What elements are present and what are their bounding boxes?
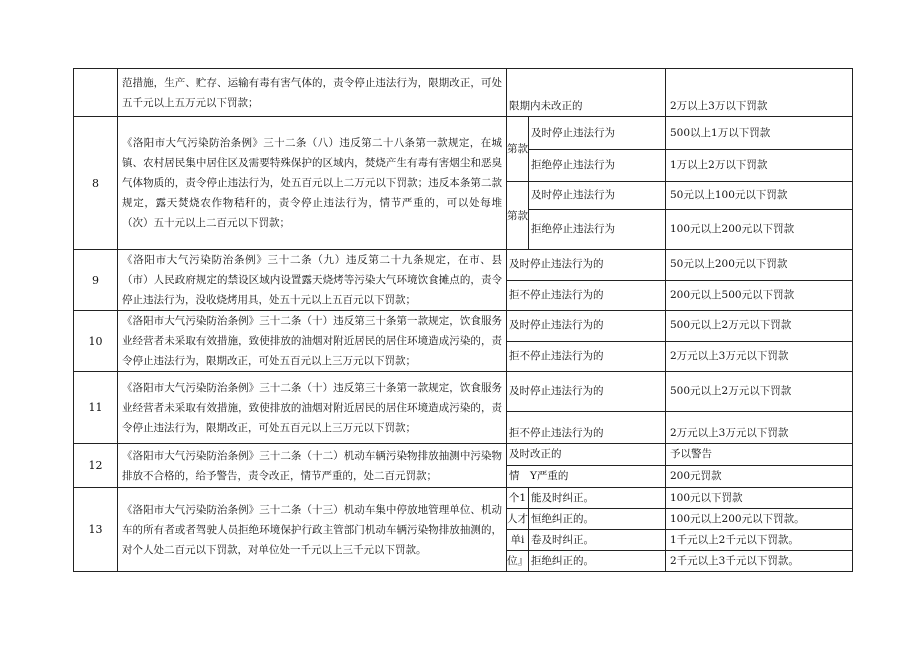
condition: 及时停止违法行为 bbox=[529, 182, 666, 210]
table-row bbox=[74, 488, 853, 509]
law-text: 《洛阳市大气污染防治条例》三十二条（十）违反第三十条第一款规定，饮食服务业经营者未采取有效措施，致使排放的油烟对附近居民的居住环境造成污染的，责令停止违法行为，限期改正，可处五百元以上三万元以下罚款； bbox=[118, 311, 507, 372]
row-number: 12 bbox=[74, 444, 118, 488]
table-row bbox=[74, 250, 853, 281]
penalty: 1万以上2万以下罚款 bbox=[666, 150, 853, 182]
penalty: 50元以上200元以下罚款 bbox=[666, 250, 853, 281]
condition: 拒不停止违法行为的 bbox=[507, 341, 666, 372]
clause-label: 位』 bbox=[507, 551, 529, 572]
penalty: 2千元以上3千元以下罚款。 bbox=[666, 551, 853, 572]
condition: 拒不停止违法行为的 bbox=[507, 280, 666, 311]
condition: 卷及时纠正。 bbox=[529, 530, 666, 551]
row-number: 8 bbox=[74, 117, 118, 250]
condition: 及时改正的 bbox=[507, 444, 666, 466]
penalty: 100元以下罚款 bbox=[666, 488, 853, 509]
penalty: 1千元以上2千元以下罚款。 bbox=[666, 530, 853, 551]
condition: 拒绝纠正的。 bbox=[529, 551, 666, 572]
penalty: 500元以上2万元以下罚款 bbox=[666, 311, 853, 342]
penalty-table bbox=[73, 68, 853, 572]
law-text: 《洛阳市大气污染防治条例》三十二条（十三）机动车集中停放地管理单位、机动车的所有者或者驾驶人员拒绝环境保护行政主管部门机动车辆污染物排放抽测的，对个人处二百元以下罚款，对单位处一千元以上三千元以下罚款。 bbox=[118, 488, 507, 572]
penalty: 200元以上500元以下罚款 bbox=[666, 280, 853, 311]
condition: 拒不停止违法行为的 bbox=[507, 412, 666, 444]
table-row bbox=[74, 372, 853, 412]
penalty: 500元以上2万元以下罚款 bbox=[666, 372, 853, 412]
condition: 及时停止违法行为的 bbox=[507, 250, 666, 281]
law-text: 《洛阳市大气污染防治条例》三十二条（十二）机动车辆污染物排放抽测中污染物排放不合格的，给予警告，责令改正，情节严重的，处二百元罚款； bbox=[118, 444, 507, 488]
penalty: 2万元以上3万元以下罚款 bbox=[666, 412, 853, 444]
table-row bbox=[74, 311, 853, 342]
penalty: 50元以上100元以下罚款 bbox=[666, 182, 853, 210]
penalty: 2万以上3万以下罚款 bbox=[666, 69, 853, 117]
condition: 拒绝停止违法行为 bbox=[529, 150, 666, 182]
penalty: 予以警告 bbox=[666, 444, 853, 466]
row-number: 10 bbox=[74, 311, 118, 372]
penalty: 2万元以上3万元以下罚款 bbox=[666, 341, 853, 372]
row-number: 13 bbox=[74, 488, 118, 572]
clause-label: 人才 bbox=[507, 509, 529, 530]
law-text: 《洛阳市大气污染防治条例》三十二条（八）违反第二十八条第一款规定，在城镇、农村居民集中居住区及需要特殊保护的区域内，焚烧产生有毒有害烟尘和恶臭气体物质的，责令停止违法行为，处五百元以上二万元以下罚款；违反本条第二款规定，露天焚烧农作物秸秆的，责令停止违法行为，情节严重的，可以处每堆（次）五十元以上二百元以下罚款； bbox=[118, 117, 507, 250]
penalty: 100元以上200元以下罚款 bbox=[666, 210, 853, 250]
condition: 及时停止违法行为 bbox=[529, 117, 666, 150]
condition: 及时停止违法行为的 bbox=[507, 372, 666, 412]
clause-label: 单i bbox=[507, 530, 529, 551]
table-row bbox=[74, 444, 853, 466]
condition: 及时停止违法行为的 bbox=[507, 311, 666, 342]
condition: 拒绝停止违法行为 bbox=[529, 210, 666, 250]
law-text: 《洛阳市大气污染防治条例》三十二条（九）违反第二十九条规定，在市、县（市）人民政府规定的禁设区域内设置露天烧烤等污染大气环境饮食摊点的，责令停止违法行为，没收烧烤用具，处五十元以上五百元以下罚款； bbox=[118, 250, 507, 311]
condition: 恒绝纠正的。 bbox=[529, 509, 666, 530]
penalty: 100元以上200元以下罚款。 bbox=[666, 509, 853, 530]
law-text: 范措施，生产、贮存、运输有毒有害气体的，责令停止违法行为，限期改正，可处五千元以上五万元以下罚款； bbox=[118, 69, 507, 117]
law-text: 《洛阳市大气污染防治条例》三十二条（十）违反第三十条第一款规定，饮食服务业经营者未采取有效措施，致使排放的油烟对附近居民的居住环境造成污染的，责令停止违法行为，限期改正，可处五百元以上三万元以下罚款； bbox=[118, 372, 507, 444]
penalty: 500以上1万以下罚款 bbox=[666, 117, 853, 150]
condition: 限期内未改正的 bbox=[507, 69, 666, 117]
table-row bbox=[74, 69, 853, 117]
penalty: 200元罚款 bbox=[666, 466, 853, 488]
row-number: 11 bbox=[74, 372, 118, 444]
row-number bbox=[74, 69, 118, 117]
condition: 能及时纠正。 bbox=[529, 488, 666, 509]
row-number: 9 bbox=[74, 250, 118, 311]
clause-label: 第款 bbox=[507, 182, 529, 250]
clause-label: 第款 bbox=[507, 117, 529, 182]
clause-label: 个1 bbox=[507, 488, 529, 509]
condition: 情 Y严重的 bbox=[507, 466, 666, 488]
table-row bbox=[74, 117, 853, 150]
